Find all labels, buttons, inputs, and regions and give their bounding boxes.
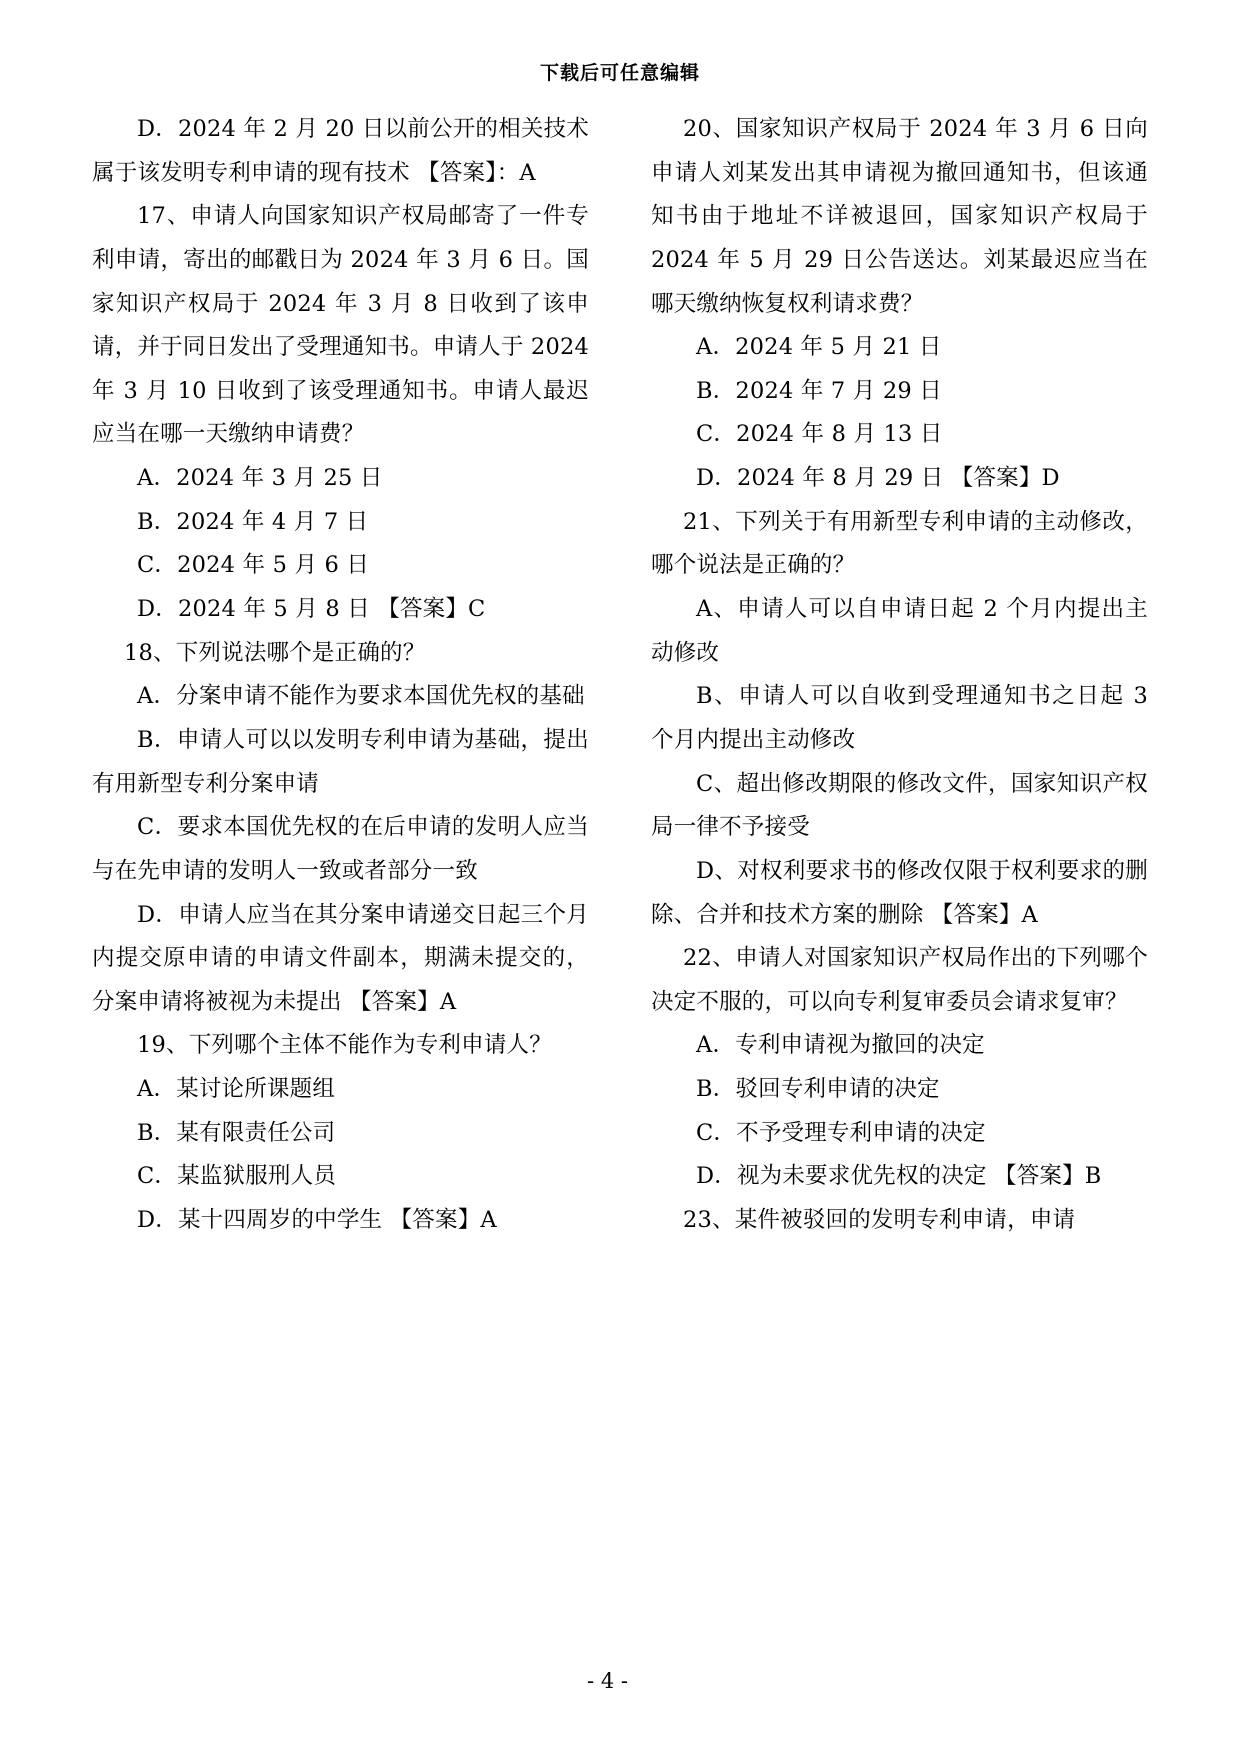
paragraph: A．某讨论所课题组	[137, 1076, 336, 1103]
paragraph: B．某有限责任公司	[137, 1119, 336, 1146]
paragraph: 19、下列哪个主体不能作为专利申请人？	[137, 1032, 552, 1059]
paragraph: D．视为未要求优先权的决定 【答案】B	[696, 1163, 1102, 1190]
paragraph: D．2024 年 2 月 20 日以前公开的相关技术属于该发明专利申请的现有技术 【答案】：A	[92, 116, 589, 186]
paragraph: D．某十四周岁的中学生 【答案】A	[137, 1207, 497, 1234]
paragraph: D．申请人应当在其分案申请递交日起三个月内提交原申请的申请文件副本，期满未提交的，分案申请将被视为未提出 【答案】A	[92, 901, 589, 1015]
paragraph: B、申请人可以自收到受理通知书之日起 3 个月内提出主动修改	[651, 683, 1148, 753]
paragraph: 23、某件被驳回的发明专利申请，申请	[683, 1207, 1076, 1234]
paragraph: 20、国家知识产权局于 2024 年 3 月 6 日向申请人刘某发出其申请视为撤回通知书，但该通知书由于地址不详被退回，国家知识产权局于 2024 年 5 月 29 日公告送达。刘某最迟应当在哪天缴纳恢复权利请求费？	[651, 116, 1148, 317]
paragraph: B．2024 年 4 月 7 日	[137, 508, 369, 535]
paragraph: A．分案申请不能作为要求本国优先权的基础	[137, 683, 585, 710]
paragraph: A．2024 年 3 月 25 日	[137, 465, 383, 492]
paragraph: C．某监狱服刑人员	[137, 1163, 337, 1190]
paragraph: D、对权利要求书的修改仅限于权利要求的删除、合并和技术方案的删除 【答案】A	[651, 857, 1148, 928]
paragraph: A、申请人可以自申请日起 2 个月内提出主动修改	[651, 596, 1148, 666]
paragraph: 17、申请人向国家知识产权局邮寄了一件专利申请，寄出的邮戳日为 2024 年 3 月 6 日。国家知识产权局于 2024 年 3 月 8 日收到了该申请，并于同日发出了受理通知书。申请人于 2024 年 3 月 10 日收到了该受理通知书。申请人最迟应当在哪一天缴纳申请费？	[92, 203, 589, 448]
paragraph: C、超出修改期限的修改文件，国家知识产权局一律不予接受	[651, 770, 1148, 841]
right-column	[651, 108, 1148, 1243]
paragraph: 22、申请人对国家知识产权局作出的下列哪个决定不服的，可以向专利复审委员会请求复审？	[651, 945, 1148, 1015]
paragraph: C．不予受理专利申请的决定	[696, 1119, 986, 1146]
paragraph: B．驳回专利申请的决定	[696, 1076, 940, 1103]
page-number: - 4 -	[587, 1669, 628, 1693]
paragraph: C．2024 年 5 月 6 日	[137, 552, 370, 579]
paragraph: 21、下列关于有用新型专利申请的主动修改，哪个说法是正确的？	[651, 508, 1148, 579]
paragraph: A．专利申请视为撤回的决定	[696, 1032, 985, 1059]
paragraph: B．2024 年 7 月 29 日	[696, 377, 942, 404]
paragraph: A．2024 年 5 月 21 日	[696, 334, 942, 361]
paragraph: C．要求本国优先权的在后申请的发明人应当与在先申请的发明人一致或者部分一致	[92, 814, 589, 884]
left-column	[92, 108, 589, 1243]
paragraph: D．2024 年 8 月 29 日 【答案】D	[696, 465, 1060, 492]
page-footer	[0, 1669, 1240, 1693]
paragraph: 18、下列说法哪个是正确的？	[124, 639, 426, 666]
paragraph: B．申请人可以以发明专利申请为基础，提出有用新型专利分案申请	[92, 726, 589, 797]
page-header-note: 下载后可任意编辑	[539, 62, 700, 84]
paragraph: D．2024 年 5 月 8 日 【答案】C	[137, 596, 486, 623]
two-column-body	[92, 108, 1148, 1243]
paragraph: C．2024 年 8 月 13 日	[696, 421, 943, 448]
